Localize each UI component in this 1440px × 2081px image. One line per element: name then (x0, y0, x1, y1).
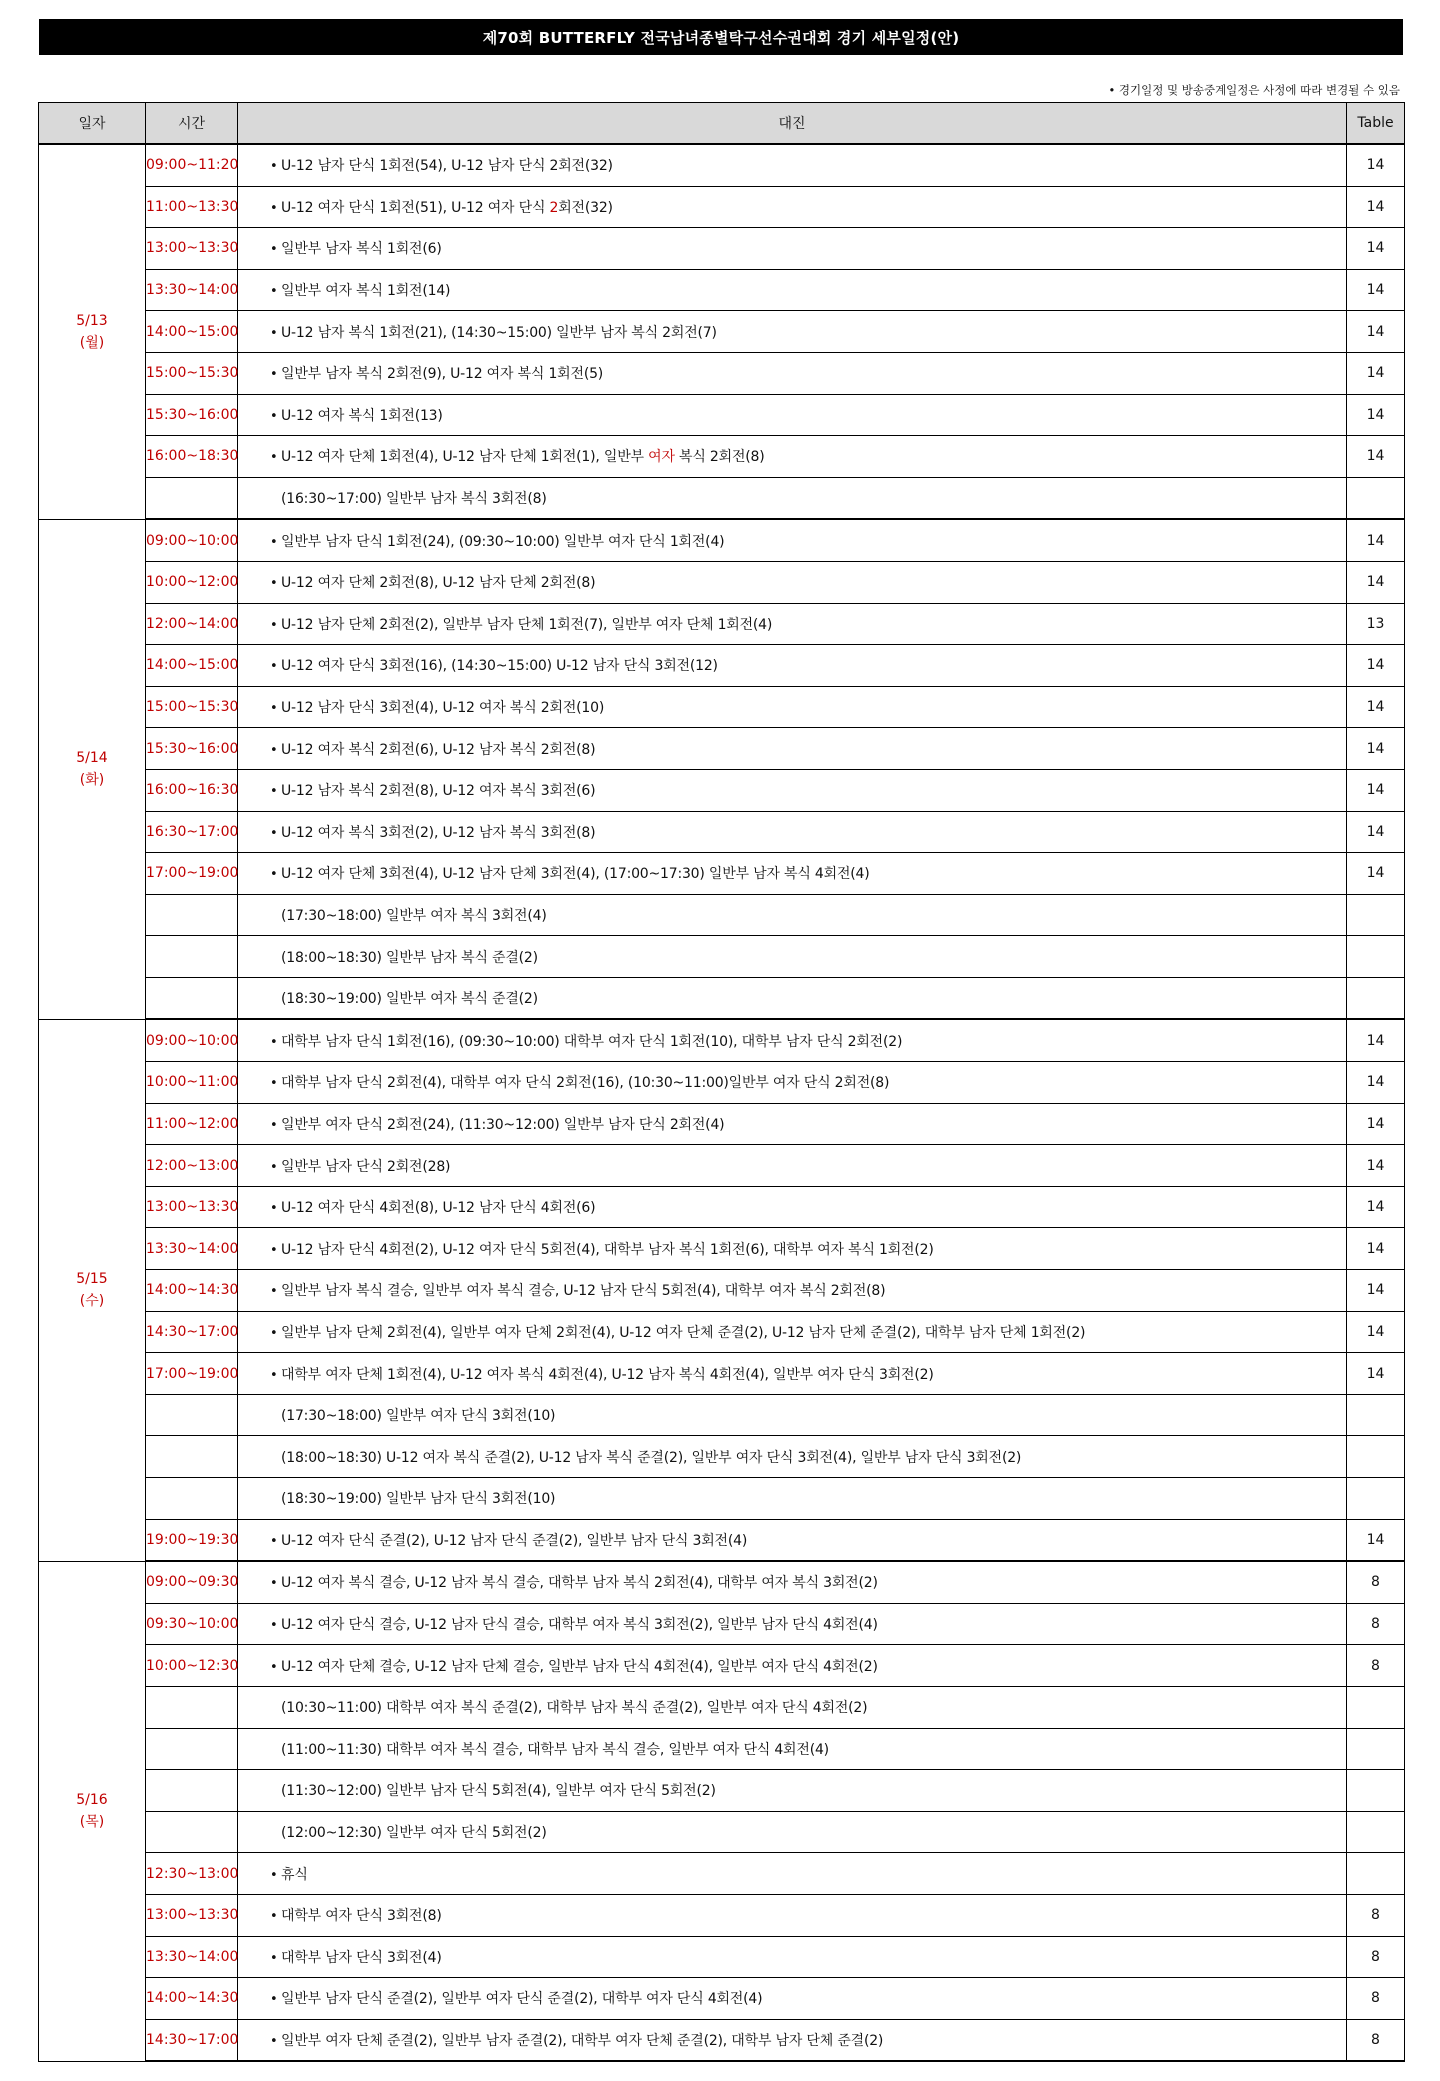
table-count-cell: 14 (1347, 186, 1405, 228)
schedule-row (39, 603, 1405, 645)
match-text: 대학부 여자 단체 1회전(4), U-12 여자 복식 4회전(4), U-12 남자 복식 4회전(4), 일반부 여자 단식 3회전(2) (281, 1366, 934, 1383)
table-count-cell: 13 (1347, 603, 1405, 645)
match-cell (238, 1603, 1347, 1645)
bullet-icon: • (270, 367, 278, 383)
match-cell (238, 186, 1347, 228)
time-cell: 13:00~13:30 (146, 1894, 238, 1936)
table-count-cell (1347, 1436, 1405, 1478)
match-cell (238, 1770, 1347, 1812)
schedule-row (39, 519, 1405, 561)
weekday-label: (수) (79, 1293, 105, 1310)
match-text: U-12 여자 복식 1회전(13) (281, 407, 443, 424)
table-count-cell: 14 (1347, 436, 1405, 478)
schedule-row (39, 1770, 1405, 1812)
table-count-cell: 14 (1347, 811, 1405, 853)
table-count-cell: 14 (1347, 728, 1405, 770)
match-text: 일반부 여자 단체 준결(2), 일반부 남자 준결(2), 대학부 여자 단체 준결(2), 대학부 남자 단체 준결(2) (281, 2033, 884, 2050)
match-cell (238, 228, 1347, 270)
match-text: U-12 여자 단식 준결(2), U-12 남자 단식 준결(2), 일반부 남자 단식 3회전(4) (281, 1532, 748, 1549)
time-cell: 12:00~14:00 (146, 603, 238, 645)
schedule-row (39, 1645, 1405, 1687)
time-cell: 09:00~10:00 (146, 1019, 238, 1061)
schedule-row (39, 1394, 1405, 1436)
table-count-cell: 14 (1347, 686, 1405, 728)
match-cell (238, 144, 1347, 186)
match-cell (238, 1270, 1347, 1312)
match-cell (238, 853, 1347, 895)
match-cell (238, 1478, 1347, 1520)
match-text: U-12 남자 복식 1회전(21), (14:30~15:00) 일반부 남자 복식 2회전(7) (281, 324, 717, 341)
match-cell (238, 269, 1347, 311)
time-cell: 13:30~14:00 (146, 1936, 238, 1978)
match-text: (16:30~17:00) 일반부 남자 복식 3회전(8) (281, 491, 547, 508)
time-cell (146, 977, 238, 1019)
table-count-cell: 14 (1347, 1062, 1405, 1104)
time-cell (146, 1770, 238, 1812)
time-cell: 16:00~18:30 (146, 436, 238, 478)
match-text: (11:00~11:30) 대학부 여자 복식 결승, 대학부 남자 복식 결승, 일반부 여자 단식 4회전(4) (281, 1741, 829, 1758)
header-row (39, 103, 1405, 145)
time-cell: 09:00~10:00 (146, 519, 238, 561)
match-cell (238, 1936, 1347, 1978)
schedule-row (39, 1270, 1405, 1312)
time-cell (146, 1811, 238, 1853)
bullet-icon: • (270, 825, 278, 841)
time-cell: 10:00~12:00 (146, 561, 238, 603)
match-cell (238, 436, 1347, 478)
schedule-row (39, 1436, 1405, 1478)
match-cell (238, 1645, 1347, 1687)
bullet-icon: • (270, 1034, 278, 1050)
bullet-icon: • (270, 200, 278, 216)
match-text: 일반부 여자 복식 1회전(14) (281, 283, 451, 300)
table-count-cell: 14 (1347, 311, 1405, 353)
match-cell (238, 394, 1347, 436)
schedule-row (39, 352, 1405, 394)
match-cell (238, 1686, 1347, 1728)
table-count-cell: 14 (1347, 269, 1405, 311)
bullet-icon: • (270, 1325, 278, 1341)
time-cell: 16:00~16:30 (146, 769, 238, 811)
match-text: 일반부 남자 단체 2회전(4), 일반부 여자 단체 2회전(4), U-12 여자 단체 준결(2), U-12 남자 단체 준결(2), 대학부 남자 단체 1회전(2) (281, 1324, 1086, 1341)
match-text: U-12 여자 단체 2회전(8), U-12 남자 단체 2회전(8) (281, 575, 596, 592)
match-text: (12:00~12:30) 일반부 여자 단식 5회전(2) (281, 1825, 547, 1842)
schedule-row (39, 477, 1405, 519)
time-cell: 14:00~15:00 (146, 645, 238, 687)
match-text: U-12 여자 단식 3회전(16), (14:30~15:00) U-12 남자 단식 3회전(12) (281, 658, 718, 675)
match-text: 대학부 남자 단식 2회전(4), 대학부 여자 단식 2회전(16), (10:30~11:00)일반부 여자 단식 2회전(8) (281, 1075, 890, 1092)
schedule-row (39, 894, 1405, 936)
schedule-row (39, 1894, 1405, 1936)
time-cell: 14:00~14:30 (146, 1270, 238, 1312)
match-cell (238, 519, 1347, 561)
bullet-icon: • (270, 408, 278, 424)
header-match: 대진 (238, 103, 1347, 145)
match-text: 일반부 남자 복식 1회전(6) (281, 241, 442, 258)
schedule-row (39, 269, 1405, 311)
match-cell (238, 1311, 1347, 1353)
bullet-icon: • (270, 1159, 278, 1175)
match-text-highlight: 여자 (648, 449, 675, 466)
bullet-icon: • (270, 576, 278, 592)
match-text: (11:30~12:00) 일반부 남자 단식 5회전(4), 일반부 여자 단식 5회전(2) (281, 1783, 716, 1800)
time-cell: 09:00~09:30 (146, 1561, 238, 1603)
bullet-icon: • (270, 701, 278, 717)
time-cell: 14:30~17:00 (146, 1311, 238, 1353)
date-label: 5/13 (76, 312, 108, 329)
header-time: 시간 (146, 103, 238, 145)
table-count-cell: 8 (1347, 1894, 1405, 1936)
table-count-cell: 14 (1347, 394, 1405, 436)
match-cell (238, 728, 1347, 770)
schedule-row (39, 728, 1405, 770)
match-cell (238, 1811, 1347, 1853)
match-cell (238, 311, 1347, 353)
match-text: (18:00~18:30) 일반부 남자 복식 준결(2) (281, 949, 538, 966)
schedule-row (39, 561, 1405, 603)
match-cell (238, 811, 1347, 853)
match-cell (238, 603, 1347, 645)
match-text: U-12 여자 복식 2회전(6), U-12 남자 복식 2회전(8) (281, 741, 596, 758)
table-count-cell: 14 (1347, 1519, 1405, 1561)
bullet-icon: • (270, 1076, 278, 1092)
schedule-row (39, 1019, 1405, 1061)
time-cell: 15:00~15:30 (146, 686, 238, 728)
bullet-icon: • (270, 742, 278, 758)
bullet-icon: • (270, 1909, 278, 1925)
schedule-row (39, 1062, 1405, 1104)
time-cell: 13:30~14:00 (146, 1228, 238, 1270)
match-cell (238, 1019, 1347, 1061)
match-text: (18:30~19:00) 일반부 남자 단식 3회전(10) (281, 1491, 556, 1508)
time-cell: 10:00~11:00 (146, 1062, 238, 1104)
weekday-label: (화) (79, 772, 105, 789)
table-count-cell: 14 (1347, 1228, 1405, 1270)
schedule-table (38, 102, 1405, 2062)
table-count-cell (1347, 1728, 1405, 1770)
weekday-label: (월) (79, 334, 105, 351)
table-count-cell: 14 (1347, 1353, 1405, 1395)
table-count-cell (1347, 1853, 1405, 1895)
time-cell: 12:30~13:00 (146, 1853, 238, 1895)
schedule-body (39, 144, 1405, 2061)
match-text: U-12 남자 단식 1회전(54), U-12 남자 단식 2회전(32) (281, 158, 613, 175)
match-cell (238, 1436, 1347, 1478)
match-text: U-12 남자 단체 2회전(2), 일반부 남자 단체 1회전(7), 일반부 여자 단체 1회전(4) (281, 616, 773, 633)
time-cell: 13:00~13:30 (146, 228, 238, 270)
schedule-row (39, 645, 1405, 687)
bullet-icon: • (270, 1992, 278, 2008)
time-cell: 16:30~17:00 (146, 811, 238, 853)
schedule-row (39, 686, 1405, 728)
bullet-icon: • (270, 1867, 278, 1883)
match-cell (238, 1978, 1347, 2020)
schedule-row (39, 311, 1405, 353)
match-cell (238, 1728, 1347, 1770)
match-text-highlight: 2 (549, 199, 559, 216)
table-count-cell: 14 (1347, 352, 1405, 394)
time-cell (146, 1686, 238, 1728)
table-count-cell: 14 (1347, 769, 1405, 811)
match-text: 일반부 남자 단식 2회전(28) (281, 1158, 451, 1175)
table-count-cell: 8 (1347, 1645, 1405, 1687)
time-cell (146, 894, 238, 936)
schedule-row (39, 811, 1405, 853)
match-cell (238, 645, 1347, 687)
table-count-cell: 8 (1347, 1936, 1405, 1978)
schedule-row (39, 977, 1405, 1019)
time-cell (146, 477, 238, 519)
bullet-icon: • (270, 1242, 278, 1258)
time-cell: 11:00~13:30 (146, 186, 238, 228)
time-cell: 15:30~16:00 (146, 728, 238, 770)
table-count-cell: 14 (1347, 1311, 1405, 1353)
bullet-icon: • (270, 1950, 278, 1966)
table-count-cell: 8 (1347, 1561, 1405, 1603)
match-text: U-12 여자 단체 1회전(4), U-12 남자 단체 1회전(1), 일반부 (281, 449, 649, 466)
time-cell: 13:00~13:30 (146, 1186, 238, 1228)
bullet-icon: • (270, 534, 278, 550)
match-text: 일반부 여자 단식 2회전(24), (11:30~12:00) 일반부 남자 단식 2회전(4) (281, 1116, 725, 1133)
date-cell (39, 1019, 146, 1561)
time-cell (146, 1478, 238, 1520)
match-text: 일반부 남자 단식 준결(2), 일반부 여자 단식 준결(2), 대학부 여자 단식 4회전(4) (281, 1991, 763, 2008)
table-count-cell: 14 (1347, 1186, 1405, 1228)
table-count-cell: 14 (1347, 853, 1405, 895)
match-text: U-12 남자 단식 4회전(2), U-12 여자 단식 5회전(4), 대학부 남자 복식 1회전(6), 대학부 여자 복식 1회전(2) (281, 1241, 934, 1258)
bullet-icon: • (270, 659, 278, 675)
bullet-icon: • (270, 284, 278, 300)
bullet-icon: • (270, 242, 278, 258)
table-count-cell (1347, 936, 1405, 978)
match-cell (238, 1394, 1347, 1436)
time-cell: 14:30~17:00 (146, 2019, 238, 2061)
match-cell (238, 352, 1347, 394)
match-text: 대학부 남자 단식 3회전(4) (281, 1949, 442, 1966)
time-cell (146, 1394, 238, 1436)
weekday-label: (목) (79, 1814, 105, 1831)
table-count-cell: 14 (1347, 1019, 1405, 1061)
table-count-cell (1347, 894, 1405, 936)
bullet-icon: • (270, 1618, 278, 1634)
match-cell (238, 477, 1347, 519)
match-text: (18:00~18:30) U-12 여자 복식 준결(2), U-12 남자 복식 준결(2), 일반부 여자 단식 3회전(4), 일반부 남자 단식 3회전(2) (281, 1449, 1022, 1466)
schedule-row (39, 1103, 1405, 1145)
time-cell: 14:00~14:30 (146, 1978, 238, 2020)
time-cell: 17:00~19:00 (146, 853, 238, 895)
table-count-cell (1347, 1770, 1405, 1812)
bullet-icon: • (270, 784, 278, 800)
table-count-cell: 14 (1347, 561, 1405, 603)
match-text: (17:30~18:00) 일반부 여자 복식 3회전(4) (281, 907, 547, 924)
match-text: 대학부 여자 단식 3회전(8) (281, 1908, 442, 1925)
match-text: (10:30~11:00) 대학부 여자 복식 준결(2), 대학부 남자 복식 준결(2), 일반부 여자 단식 4회전(2) (281, 1700, 868, 1717)
match-cell (238, 1103, 1347, 1145)
match-cell (238, 1228, 1347, 1270)
time-cell (146, 936, 238, 978)
bullet-icon: • (270, 1533, 278, 1549)
schedule-row (39, 1603, 1405, 1645)
match-cell (238, 1062, 1347, 1104)
time-cell (146, 1728, 238, 1770)
bullet-icon: • (270, 617, 278, 633)
page-title: 제70회 BUTTERFLY 전국남녀종별탁구선수권대회 경기 세부일정(안) (39, 19, 1403, 55)
table-count-cell (1347, 1478, 1405, 1520)
match-text: U-12 여자 단식 결승, U-12 남자 단식 결승, 대학부 여자 복식 3회전(2), 일반부 남자 단식 4회전(4) (281, 1617, 878, 1634)
match-cell (238, 1853, 1347, 1895)
schedule-row (39, 1186, 1405, 1228)
bullet-icon: • (270, 1659, 278, 1675)
table-count-cell (1347, 1811, 1405, 1853)
match-text: U-12 여자 단체 3회전(4), U-12 남자 단체 3회전(4), (17:00~17:30) 일반부 남자 복식 4회전(4) (281, 866, 870, 883)
bullet-icon: • (270, 1367, 278, 1383)
match-text: U-12 남자 복식 2회전(8), U-12 여자 복식 3회전(6) (281, 783, 596, 800)
match-text: 일반부 남자 단식 1회전(24), (09:30~10:00) 일반부 여자 단식 1회전(4) (281, 533, 725, 550)
bullet-icon: • (270, 1201, 278, 1217)
table-count-cell: 8 (1347, 1978, 1405, 2020)
date-label: 5/15 (76, 1271, 108, 1288)
time-cell: 09:30~10:00 (146, 1603, 238, 1645)
date-cell (39, 144, 146, 519)
match-cell (238, 769, 1347, 811)
bullet-icon: • (270, 1284, 278, 1300)
table-count-cell: 8 (1347, 2019, 1405, 2061)
match-text: U-12 여자 단식 4회전(8), U-12 남자 단식 4회전(6) (281, 1200, 596, 1217)
time-cell: 15:30~16:00 (146, 394, 238, 436)
match-cell (238, 1561, 1347, 1603)
match-text: U-12 여자 단식 1회전(51), U-12 여자 단식 (281, 199, 550, 216)
bullet-icon: • (270, 450, 278, 466)
match-cell (238, 1519, 1347, 1561)
table-count-cell (1347, 1394, 1405, 1436)
match-cell (238, 2019, 1347, 2061)
schedule-row (39, 1728, 1405, 1770)
schedule-row (39, 228, 1405, 270)
bullet-icon: • (270, 2034, 278, 2050)
match-text: 일반부 남자 복식 2회전(9), U-12 여자 복식 1회전(5) (281, 366, 604, 383)
match-text: 일반부 남자 복식 결승, 일반부 여자 복식 결승, U-12 남자 단식 5회전(4), 대학부 여자 복식 2회전(8) (281, 1283, 886, 1300)
match-text: 회전(32) (558, 199, 613, 216)
bullet-icon: • (270, 867, 278, 883)
match-text: U-12 여자 단체 결승, U-12 남자 단체 결승, 일반부 남자 단식 4회전(4), 일반부 여자 단식 4회전(2) (281, 1658, 878, 1675)
schedule-row (39, 1686, 1405, 1728)
match-cell (238, 686, 1347, 728)
match-text: 복식 2회전(8) (674, 449, 765, 466)
match-cell (238, 1894, 1347, 1936)
match-cell (238, 1186, 1347, 1228)
time-cell: 09:00~11:20 (146, 144, 238, 186)
date-cell (39, 519, 146, 1019)
schedule-row (39, 1478, 1405, 1520)
schedule-row (39, 1978, 1405, 2020)
time-cell: 10:00~12:30 (146, 1645, 238, 1687)
time-cell: 13:30~14:00 (146, 269, 238, 311)
table-count-cell (1347, 477, 1405, 519)
schedule-row (39, 144, 1405, 186)
table-count-cell: 14 (1347, 519, 1405, 561)
schedule-row (39, 936, 1405, 978)
schedule-row (39, 1853, 1405, 1895)
schedule-row (39, 436, 1405, 478)
match-text: (18:30~19:00) 일반부 여자 복식 준결(2) (281, 991, 538, 1008)
time-cell: 19:00~19:30 (146, 1519, 238, 1561)
header-table: Table (1347, 103, 1405, 145)
bullet-icon: • (270, 1576, 278, 1592)
table-count-cell: 14 (1347, 228, 1405, 270)
table-count-cell (1347, 1686, 1405, 1728)
header-date: 일자 (39, 103, 146, 145)
schedule-row (39, 186, 1405, 228)
table-count-cell: 14 (1347, 1270, 1405, 1312)
match-cell (238, 977, 1347, 1019)
match-text: 휴식 (281, 1866, 308, 1883)
time-cell (146, 1436, 238, 1478)
schedule-change-note: • 경기일정 및 방송중계일정은 사정에 따라 변경될 수 있음 (1108, 83, 1400, 97)
match-cell (238, 1145, 1347, 1187)
date-label: 5/14 (76, 750, 108, 767)
date-label: 5/16 (76, 1792, 108, 1809)
match-text: U-12 여자 복식 결승, U-12 남자 복식 결승, 대학부 남자 복식 2회전(4), 대학부 여자 복식 3회전(2) (281, 1575, 878, 1592)
table-count-cell: 14 (1347, 645, 1405, 687)
table-count-cell: 14 (1347, 1145, 1405, 1187)
table-count-cell: 14 (1347, 1103, 1405, 1145)
schedule-row (39, 1145, 1405, 1187)
bullet-icon: • (270, 159, 278, 175)
schedule-row (39, 1936, 1405, 1978)
date-cell (39, 1561, 146, 2061)
schedule-row (39, 1561, 1405, 1603)
bullet-icon: • (270, 1117, 278, 1133)
schedule-row (39, 394, 1405, 436)
time-cell: 17:00~19:00 (146, 1353, 238, 1395)
time-cell: 11:00~12:00 (146, 1103, 238, 1145)
match-cell (238, 561, 1347, 603)
schedule-row (39, 1311, 1405, 1353)
schedule-row (39, 1519, 1405, 1561)
match-text: (17:30~18:00) 일반부 여자 단식 3회전(10) (281, 1408, 556, 1425)
match-cell (238, 936, 1347, 978)
schedule-row (39, 2019, 1405, 2061)
time-cell: 14:00~15:00 (146, 311, 238, 353)
bullet-icon: • (270, 325, 278, 341)
schedule-row (39, 769, 1405, 811)
match-text: U-12 남자 단식 3회전(4), U-12 여자 복식 2회전(10) (281, 700, 605, 717)
schedule-row (39, 1228, 1405, 1270)
match-cell (238, 1353, 1347, 1395)
match-text: 대학부 남자 단식 1회전(16), (09:30~10:00) 대학부 여자 단식 1회전(10), 대학부 남자 단식 2회전(2) (281, 1033, 903, 1050)
table-count-cell (1347, 977, 1405, 1019)
match-cell (238, 894, 1347, 936)
schedule-row (39, 1353, 1405, 1395)
table-count-cell: 8 (1347, 1603, 1405, 1645)
schedule-row (39, 1811, 1405, 1853)
schedule-row (39, 853, 1405, 895)
table-count-cell: 14 (1347, 144, 1405, 186)
time-cell: 15:00~15:30 (146, 352, 238, 394)
match-text: U-12 여자 복식 3회전(2), U-12 남자 복식 3회전(8) (281, 824, 596, 841)
time-cell: 12:00~13:00 (146, 1145, 238, 1187)
